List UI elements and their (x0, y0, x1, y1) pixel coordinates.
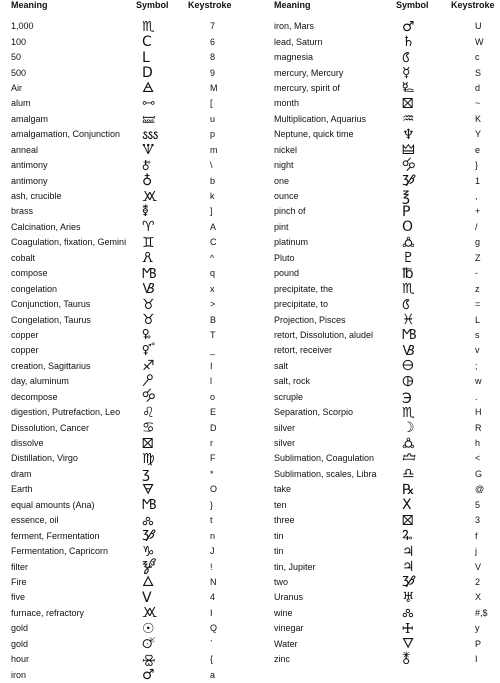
meaning-cell: mercury, spirit of (274, 82, 340, 93)
symbol-cell: 🝯 (142, 373, 154, 390)
symbol-cell: ♒ (402, 111, 415, 128)
meaning-cell: antimony (11, 175, 48, 186)
meaning-cell: iron, Mars (274, 21, 315, 32)
symbol-cell: 🝰 (142, 389, 156, 406)
keystroke-cell: ; (475, 360, 478, 371)
keystroke-cell: K (475, 113, 482, 124)
right-keystroke-column (461, 19, 491, 667)
keystroke-cell: v (475, 345, 480, 356)
meaning-cell: retort, receiver (274, 345, 333, 356)
symbol-cell: ♉ (142, 312, 155, 329)
meaning-cell: wine (274, 607, 293, 618)
symbol-cell: ♐ (142, 358, 155, 375)
meaning-cell: nickel (274, 144, 298, 155)
symbol-cell: 🜧 (142, 203, 149, 220)
keystroke-cell: ` (210, 638, 213, 649)
symbol-cell: 🜖 (402, 373, 414, 390)
meaning-cell: scruple (274, 391, 304, 402)
meaning-cell: magnesia (274, 52, 314, 63)
keystroke-cell: C (210, 237, 217, 248)
keystroke-cell: d (475, 82, 481, 93)
meaning-cell: ash, crucible (11, 191, 62, 202)
symbol-cell: ♓ (402, 312, 415, 329)
keystroke-cell: l (210, 376, 212, 387)
meaning-cell: ten (274, 499, 287, 510)
meaning-cell: Uranus (274, 592, 304, 603)
keystroke-cell: t (210, 515, 213, 526)
meaning-cell: salt, rock (274, 376, 311, 387)
header-meaning-left: Meaning (11, 0, 48, 10)
keystroke-cell: E (210, 407, 217, 418)
keystroke-cell: Y (475, 129, 482, 140)
meaning-cell: Calcination, Aries (11, 221, 81, 232)
symbol-cell: 🜛 (402, 435, 415, 452)
symbol-cell: ♅ (402, 589, 415, 606)
symbol-cell: 🝪 (142, 188, 158, 205)
symbol-cell: 🜡 (142, 342, 156, 359)
keystroke-cell: @ (475, 484, 485, 495)
keystroke-cell: 7 (210, 21, 216, 32)
keystroke-cell: c (475, 52, 480, 63)
keystroke-cell: [ (210, 98, 213, 109)
symbol-cell: ♍ (142, 450, 155, 467)
meaning-cell: Pluto (274, 252, 295, 263)
symbol-cell: 🝆 (402, 605, 414, 622)
keystroke-cell: } (210, 499, 214, 510)
keystroke-cell: V (475, 561, 482, 572)
symbol-cell: 🝬 (142, 281, 155, 298)
meaning-cell: Sublimation, scales, Libra (274, 468, 377, 479)
keystroke-cell: 4 (210, 592, 216, 603)
meaning-cell: Distillation, Virgo (11, 453, 78, 464)
keystroke-cell: #,$ (475, 607, 488, 618)
meaning-cell: mercury, Mercury (274, 67, 344, 78)
meaning-cell: amalgam (11, 113, 49, 124)
symbol-cell: 🜩 (402, 528, 413, 545)
symbol-cell: 🝫 (142, 265, 157, 282)
meaning-cell: iron (11, 669, 27, 680)
meaning-cell: dram (11, 468, 32, 479)
symbol-cell: ☿ (402, 65, 411, 82)
keystroke-cell: 8 (210, 52, 216, 63)
symbol-cell: 🝛 (142, 111, 156, 128)
keystroke-cell: p (210, 129, 216, 140)
meaning-cell: platinum (274, 237, 309, 248)
keystroke-cell: . (475, 391, 478, 402)
meaning-cell: two (274, 576, 289, 587)
meaning-cell: Conjunction, Taurus (11, 299, 91, 310)
meaning-cell: compose (11, 268, 48, 279)
keystroke-cell: m (210, 144, 218, 155)
symbol-cell: 🜂 (142, 574, 155, 591)
header-meaning-right: Meaning (274, 0, 311, 10)
keystroke-cell: J (210, 546, 215, 557)
keystroke-cell: h (475, 438, 481, 449)
meaning-cell: vinegar (274, 623, 304, 634)
symbol-cell: ♁ (142, 173, 153, 190)
keystroke-cell: I (210, 607, 213, 618)
symbol-cell: ♑ (142, 543, 155, 560)
right-meaning-column (274, 19, 394, 667)
symbol-cell: ♊ (142, 234, 155, 251)
keystroke-cell: 1 (475, 175, 481, 186)
keystroke-cell: G (475, 468, 483, 479)
symbol-cell: 🝪 (142, 605, 158, 622)
symbol-cell: ♈ (142, 219, 155, 236)
symbol-cell: ℥ (402, 188, 411, 205)
meaning-cell: pound (274, 268, 300, 279)
symbol-cell: X (402, 497, 412, 514)
meaning-cell: alum (11, 98, 31, 109)
symbol-cell: ℞ (402, 481, 415, 498)
symbol-cell: ♋ (142, 420, 155, 437)
symbol-cell: 🝢 (142, 142, 155, 159)
meaning-cell: retort, Dissolution, aludel (274, 329, 374, 340)
symbol-cell: 🝱 (402, 95, 414, 112)
left-keystroke-column (196, 19, 226, 683)
keystroke-cell: - (475, 268, 478, 279)
keystroke-cell: r (210, 438, 213, 449)
meaning-cell: tin, Jupiter (274, 561, 316, 572)
meaning-cell: digestion, Putrefaction, Leo (11, 407, 121, 418)
meaning-cell: copper (11, 329, 39, 340)
symbol-cell: 🜁 (142, 80, 155, 97)
symbol-cell: ☽ (402, 420, 415, 437)
keystroke-cell: S (475, 67, 482, 78)
symbol-cell: 🝲 (402, 173, 417, 190)
keystroke-cell: { (210, 654, 214, 665)
keystroke-cell: T (210, 329, 216, 340)
keystroke-cell: U (475, 21, 482, 32)
meaning-cell: 1,000 (11, 21, 34, 32)
meaning-cell: Projection, Pisces (274, 314, 346, 325)
symbol-cell: 🜬 (402, 651, 411, 668)
meaning-cell: pint (274, 221, 289, 232)
meaning-cell: equal amounts (Ana) (11, 499, 95, 510)
meaning-cell: filter (11, 561, 29, 572)
symbol-cell: ℈ (402, 389, 412, 406)
meaning-cell: Air (11, 82, 22, 93)
keystroke-cell: Q (210, 623, 218, 634)
keystroke-cell: A (210, 221, 217, 232)
meaning-cell: Coagulation, fixation, Gemini (11, 237, 127, 248)
symbol-cell: ☉ (142, 620, 155, 637)
meaning-cell: Neptune, quick time (274, 129, 354, 140)
symbol-cell: ♉ (142, 296, 155, 313)
keystroke-cell: ~ (475, 98, 481, 109)
meaning-cell: five (11, 592, 26, 603)
keystroke-cell: P (475, 638, 482, 649)
keystroke-cell: _ (210, 345, 216, 356)
keystroke-cell: o (210, 391, 216, 402)
left-symbol-column (136, 19, 184, 683)
keystroke-cell: I (475, 654, 478, 665)
header-keystroke-left: Keystroke (188, 0, 232, 10)
keystroke-cell: B (210, 314, 217, 325)
keystroke-cell: * (210, 468, 214, 479)
meaning-cell: gold (11, 638, 29, 649)
header-symbol-left: Symbol (136, 0, 169, 10)
meaning-cell: Congelation, Taurus (11, 314, 91, 325)
meaning-cell: creation, Sagittarius (11, 360, 91, 371)
keystroke-cell: g (475, 237, 481, 248)
symbol-cell: 🜫 (142, 157, 152, 174)
symbol-cell: 🝆 (142, 512, 154, 529)
meaning-cell: Separation, Scorpio (274, 407, 354, 418)
meaning-cell: zinc (274, 654, 291, 665)
symbol-cell: 🝭 (402, 296, 411, 313)
meaning-cell: antimony (11, 160, 48, 171)
meaning-cell: month (274, 98, 300, 109)
keystroke-cell: w (475, 376, 482, 387)
keystroke-cell: D (210, 422, 217, 433)
keystroke-cell: s (475, 329, 480, 340)
symbol-cell: 🝞 (402, 450, 417, 467)
meaning-cell: precipitate, the (274, 283, 334, 294)
meaning-cell: anneal (11, 144, 39, 155)
meaning-cell: day, aluminum (11, 376, 69, 387)
symbol-cell: ♂ (142, 667, 155, 683)
keystroke-cell: \ (210, 160, 213, 171)
meaning-cell: take (274, 484, 292, 495)
keystroke-cell: u (210, 113, 216, 124)
keystroke-cell: ! (210, 561, 213, 572)
keystroke-cell: R (475, 422, 482, 433)
keystroke-cell: H (475, 407, 482, 418)
meaning-cell: Earth (11, 484, 33, 495)
keystroke-cell: 3 (475, 515, 481, 526)
meaning-cell: 500 (11, 67, 27, 78)
keystroke-cell: M (210, 82, 218, 93)
symbol-cell: V (142, 589, 152, 606)
symbol-cell: 🜐 (402, 80, 415, 97)
symbol-cell: ♇ (402, 250, 415, 267)
meaning-cell: ounce (274, 191, 299, 202)
symbol-cell: ♏ (142, 18, 155, 35)
meaning-cell: three (274, 515, 295, 526)
keystroke-cell: x (210, 283, 215, 294)
keystroke-cell: O (210, 484, 218, 495)
keystroke-cell: X (475, 592, 482, 603)
meaning-cell: ferment, Fermentation (11, 530, 100, 541)
symbol-cell: 🝳 (142, 559, 157, 576)
meaning-cell: pinch of (274, 206, 306, 217)
left-meaning-column (11, 19, 136, 683)
keystroke-cell: , (475, 191, 478, 202)
symbol-cell: ♄ (402, 34, 415, 51)
meaning-cell: tin (274, 530, 284, 541)
meaning-cell: essence, oil (11, 515, 59, 526)
meaning-cell: Fermentation, Capricorn (11, 546, 109, 557)
meaning-cell: 50 (11, 52, 22, 63)
keystroke-cell: q (210, 268, 216, 279)
meaning-cell: furnace, refractory (11, 607, 85, 618)
symbol-cell: ♌ (142, 404, 155, 421)
meaning-cell: amalgamation, Conjunction (11, 129, 121, 140)
keystroke-cell: 5 (475, 499, 481, 510)
symbol-cell: 🝰 (402, 157, 416, 174)
meaning-cell: decompose (11, 391, 58, 402)
keystroke-cell: = (475, 299, 481, 310)
meaning-cell: gold (11, 623, 29, 634)
symbol-cell: D (142, 65, 153, 82)
meaning-cell: Sublimation, Coagulation (274, 453, 375, 464)
header-keystroke-right: Keystroke (451, 0, 495, 10)
symbol-cell: ♏ (402, 404, 415, 421)
keystroke-cell: / (475, 221, 478, 232)
symbol-cell: 🜚 (142, 636, 157, 653)
keystroke-cell: 6 (210, 36, 216, 47)
keystroke-cell: > (210, 299, 216, 310)
symbol-cell: 🝫 (402, 327, 417, 344)
meaning-cell: brass (11, 206, 34, 217)
meaning-cell: salt (274, 360, 289, 371)
keystroke-cell: L (475, 314, 481, 325)
meaning-cell: precipitate, to (274, 299, 329, 310)
meaning-cell: dissolve (11, 438, 44, 449)
keystroke-cell: n (210, 530, 216, 541)
keystroke-cell: b (210, 175, 216, 186)
symbol-cell: 🜔 (402, 358, 414, 375)
keystroke-cell: a (210, 669, 216, 680)
keystroke-cell: + (475, 206, 481, 217)
symbol-cell: 🜺 (142, 95, 156, 112)
meaning-cell: tin (274, 546, 284, 557)
keystroke-cell: 2 (475, 576, 481, 587)
symbol-cell: ♆ (402, 126, 415, 143)
meaning-cell: Dissolution, Cancer (11, 422, 90, 433)
symbol-cell: 🜲 (402, 142, 415, 159)
symbol-cell: C (142, 34, 152, 51)
keystroke-cell: W (475, 36, 484, 47)
symbol-cell: P (402, 203, 411, 220)
keystroke-cell: 9 (210, 67, 216, 78)
keystroke-cell: } (475, 160, 479, 171)
symbol-cell: 🜠 (142, 327, 152, 344)
symbol-cell: ʒ (142, 466, 151, 483)
symbol-cell: 🜃 (142, 481, 155, 498)
meaning-cell: congelation (11, 283, 58, 294)
symbol-cell: ♃ (402, 559, 415, 576)
symbol-cell: ♏ (402, 281, 415, 298)
header-symbol-right: Symbol (396, 0, 429, 10)
keystroke-cell: z (475, 283, 480, 294)
keystroke-cell: I (210, 360, 213, 371)
keystroke-cell: ^ (210, 252, 215, 263)
symbol-cell: ♎ (402, 466, 415, 483)
symbol-cell: ♂ (402, 18, 415, 35)
keystroke-cell: y (475, 623, 480, 634)
symbol-cell: 🜄 (402, 636, 415, 653)
keystroke-cell: < (475, 453, 481, 464)
symbol-cell: 🜊 (402, 620, 414, 637)
meaning-cell: hour (11, 654, 30, 665)
symbol-cell: 🝫 (142, 497, 157, 514)
meaning-cell: silver (274, 422, 296, 433)
keystroke-cell: N (210, 576, 217, 587)
keystroke-cell: F (210, 453, 216, 464)
meaning-cell: Water (274, 638, 298, 649)
symbol-cell: ♃ (402, 543, 415, 560)
symbol-cell: 🜶 (142, 250, 154, 267)
meaning-cell: one (274, 175, 290, 186)
keystroke-cell: e (475, 144, 481, 155)
meaning-cell: Multiplication, Aquarius (274, 113, 367, 124)
symbol-cell: 🝱 (402, 512, 414, 529)
symbol-cell: 🝲 (142, 528, 157, 545)
symbol-cell: ℔ (402, 265, 414, 282)
meaning-cell: 100 (11, 36, 27, 47)
symbol-cell: 🝭 (402, 49, 411, 66)
keystroke-cell: f (475, 530, 478, 541)
symbol-cell: L (142, 49, 150, 66)
symbol-cell: 🝜 (142, 126, 159, 143)
right-symbol-column (396, 19, 444, 667)
keystroke-cell: ] (210, 206, 213, 217)
meaning-cell: night (274, 160, 294, 171)
symbol-cell: 🝮 (142, 651, 156, 668)
symbol-cell: 🝬 (402, 342, 415, 359)
meaning-cell: cobalt (11, 252, 36, 263)
keystroke-cell: k (210, 191, 215, 202)
keystroke-cell: j (475, 546, 477, 557)
symbol-cell: 🜛 (402, 234, 415, 251)
meaning-cell: Fire (11, 576, 27, 587)
meaning-cell: copper (11, 345, 39, 356)
keystroke-cell: Z (475, 252, 481, 263)
symbol-cell: 🝱 (142, 435, 154, 452)
symbol-cell: O (402, 219, 414, 236)
meaning-cell: lead, Saturn (274, 36, 323, 47)
symbol-cell: 🝲 (402, 574, 417, 591)
meaning-cell: silver (274, 438, 296, 449)
